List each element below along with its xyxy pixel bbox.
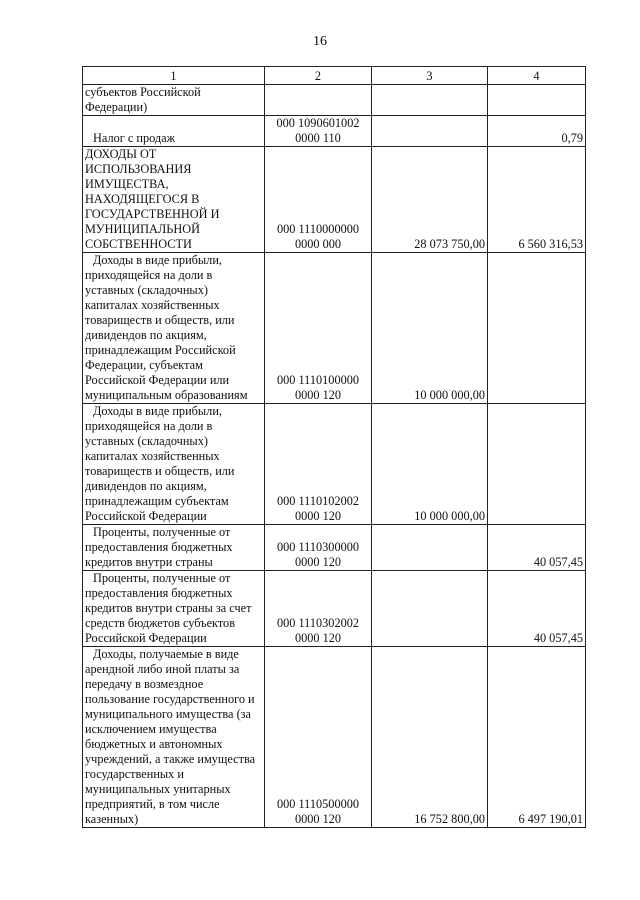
row-code — [265, 85, 372, 116]
table-row — [83, 647, 586, 828]
table-row — [83, 85, 586, 116]
row-code: 000 1110000000 0000 000 — [265, 147, 372, 253]
row-name: Доходы в виде прибыли, приходящейся на доли в уставных (складочных) капиталах хозяйственных товариществ и обществ, или дивидендов по акциям, принадлежащим Российской Федерации, субъектам Российской Федерации или муниципальным образованиям — [83, 253, 265, 404]
table-row — [83, 147, 586, 253]
row-actual — [488, 253, 586, 404]
row-name: Налог с продаж — [83, 116, 265, 147]
row-code: 000 1110102002 0000 120 — [265, 404, 372, 525]
table-row — [83, 116, 586, 147]
row-plan — [372, 85, 488, 116]
row-code: 000 1110500000 0000 120 — [265, 647, 372, 828]
row-code: 000 1110100000 0000 120 — [265, 253, 372, 404]
row-name: Проценты, полученные от предоставления бюджетных кредитов внутри страны — [83, 525, 265, 571]
row-actual — [488, 404, 586, 525]
revenue-table — [82, 66, 586, 828]
row-code: 000 1110302002 0000 120 — [265, 571, 372, 647]
table-row — [83, 253, 586, 404]
row-plan — [372, 116, 488, 147]
page-number: 16 — [313, 34, 327, 49]
row-plan: 28 073 750,00 — [372, 147, 488, 253]
row-code: 000 1110300000 0000 120 — [265, 525, 372, 571]
row-name: Проценты, полученные от предоставления бюджетных кредитов внутри страны за счет средств бюджетов субъектов Российской Федерации — [83, 571, 265, 647]
row-plan: 10 000 000,00 — [372, 404, 488, 525]
row-plan — [372, 525, 488, 571]
row-plan: 10 000 000,00 — [372, 253, 488, 404]
table-row — [83, 525, 586, 571]
row-name: ДОХОДЫ ОТ ИСПОЛЬЗОВАНИЯ ИМУЩЕСТВА, НАХОДЯЩЕГОСЯ В ГОСУДАРСТВЕННОЙ И МУНИЦИПАЛЬНОЙ СОБСТВЕННОСТИ — [83, 147, 265, 253]
column-header-1: 1 — [83, 67, 265, 85]
row-actual: 40 057,45 — [488, 525, 586, 571]
row-plan: 16 752 800,00 — [372, 647, 488, 828]
row-code: 000 1090601002 0000 110 — [265, 116, 372, 147]
table-row — [83, 571, 586, 647]
table-header-row — [83, 67, 586, 85]
row-name: субъектов Российской Федерации) — [83, 85, 265, 116]
row-actual: 40 057,45 — [488, 571, 586, 647]
row-actual: 6 560 316,53 — [488, 147, 586, 253]
row-actual — [488, 85, 586, 116]
row-actual: 0,79 — [488, 116, 586, 147]
column-header-2: 2 — [265, 67, 372, 85]
table-row — [83, 404, 586, 525]
row-name: Доходы в виде прибыли, приходящейся на доли в уставных (складочных) капиталах хозяйственных товариществ и обществ, или дивидендов по акциям, принадлежащим субъектам Российской Федерации — [83, 404, 265, 525]
column-header-3: 3 — [372, 67, 488, 85]
column-header-4: 4 — [488, 67, 586, 85]
row-name: Доходы, получаемые в виде арендной либо иной платы за передачу в возмездное пользование государственного и муниципального имущества (за исключением имущества бюджетных и автономных учреждений, а также имущества государственных и муниципальных унитарных предприятий, в том числе казенных) — [83, 647, 265, 828]
row-plan — [372, 571, 488, 647]
row-actual: 6 497 190,01 — [488, 647, 586, 828]
